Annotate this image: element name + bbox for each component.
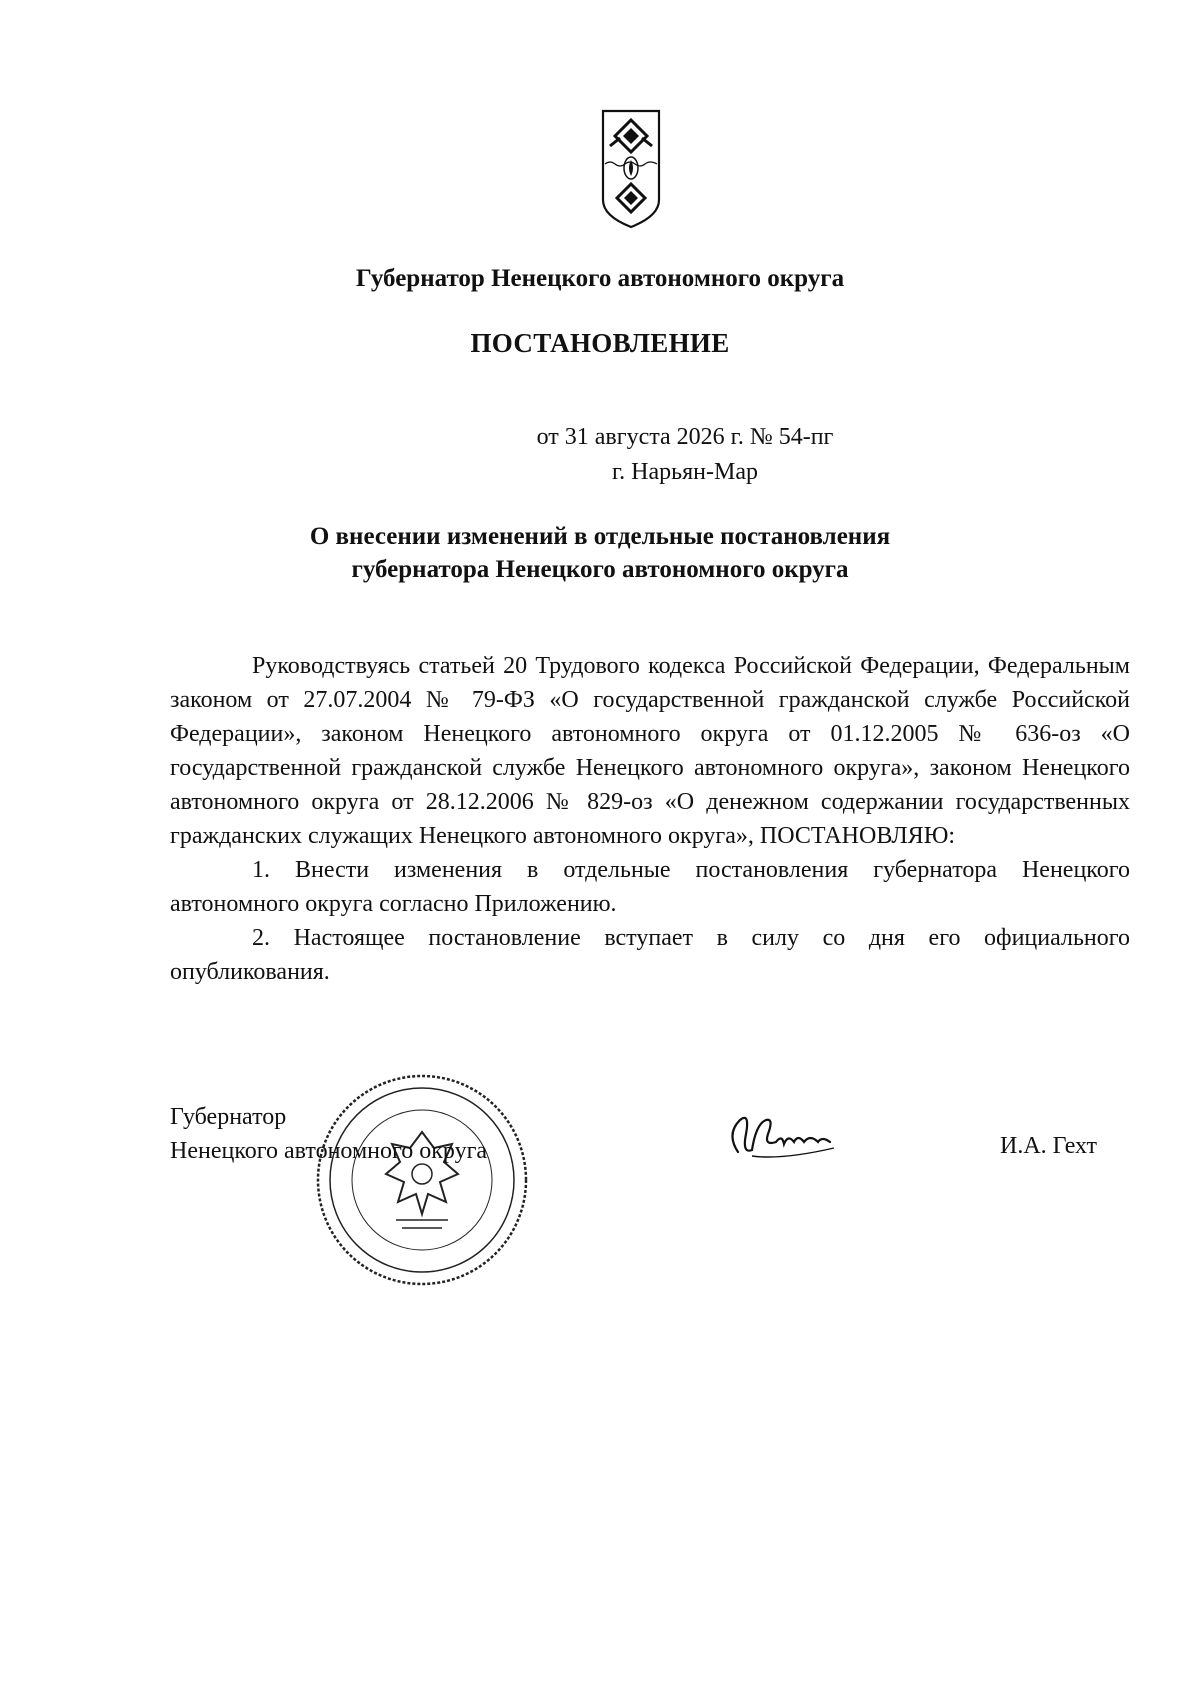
body-item-1: 1. Внести изменения в отдельные постановления губернатора Ненецкого автономного округа согласно Приложению. [170,857,1130,917]
body-preamble: Руководствуясь статьей 20 Трудового кодекса Российской Федерации, Федеральным законом от 27.07.2004 № 79-ФЗ «О государственной гражданской службе Российской Федерации», законом Ненецкого автономного округа от 01.12.2005 № 636-оз «О государственной гражданской службе Ненецкого автономного округа», законом Ненецкого автономного округа от 28.12.2006 № 829-оз «О денежном содержании государственных гражданских служащих Ненецкого автономного округа», ПОСТАНОВЛЯЮ: [170,653,1130,849]
organization-title: Губернатор Ненецкого автономного округа [355,265,845,292]
signatory-position-line-1: Губернатор [170,1104,287,1130]
signatory-position [170,1100,487,1168]
document-subject [0,520,1200,586]
handwritten-signature [722,1104,852,1174]
signatory-position-line-2: Ненецкого автономного округа [170,1138,488,1164]
document-body [170,649,1130,989]
signatory-name: И.А. Гехт [1000,1133,1097,1159]
document-city: г. Нарьян-Мар [612,459,758,485]
subject-line-1: О внесении изменений в отдельные постановления [309,523,891,550]
body-item-2: 2. Настоящее постановление вступает в силу со дня его официального опубликования. [170,925,1130,985]
coat-of-arms-emblem [600,108,662,230]
document-date-number: от 31 августа 2026 г. № 54-пг [536,424,834,450]
document-type-heading: ПОСТАНОВЛЕНИЕ [470,328,730,358]
subject-line-2: губернатора Ненецкого автономного округа [351,556,849,583]
